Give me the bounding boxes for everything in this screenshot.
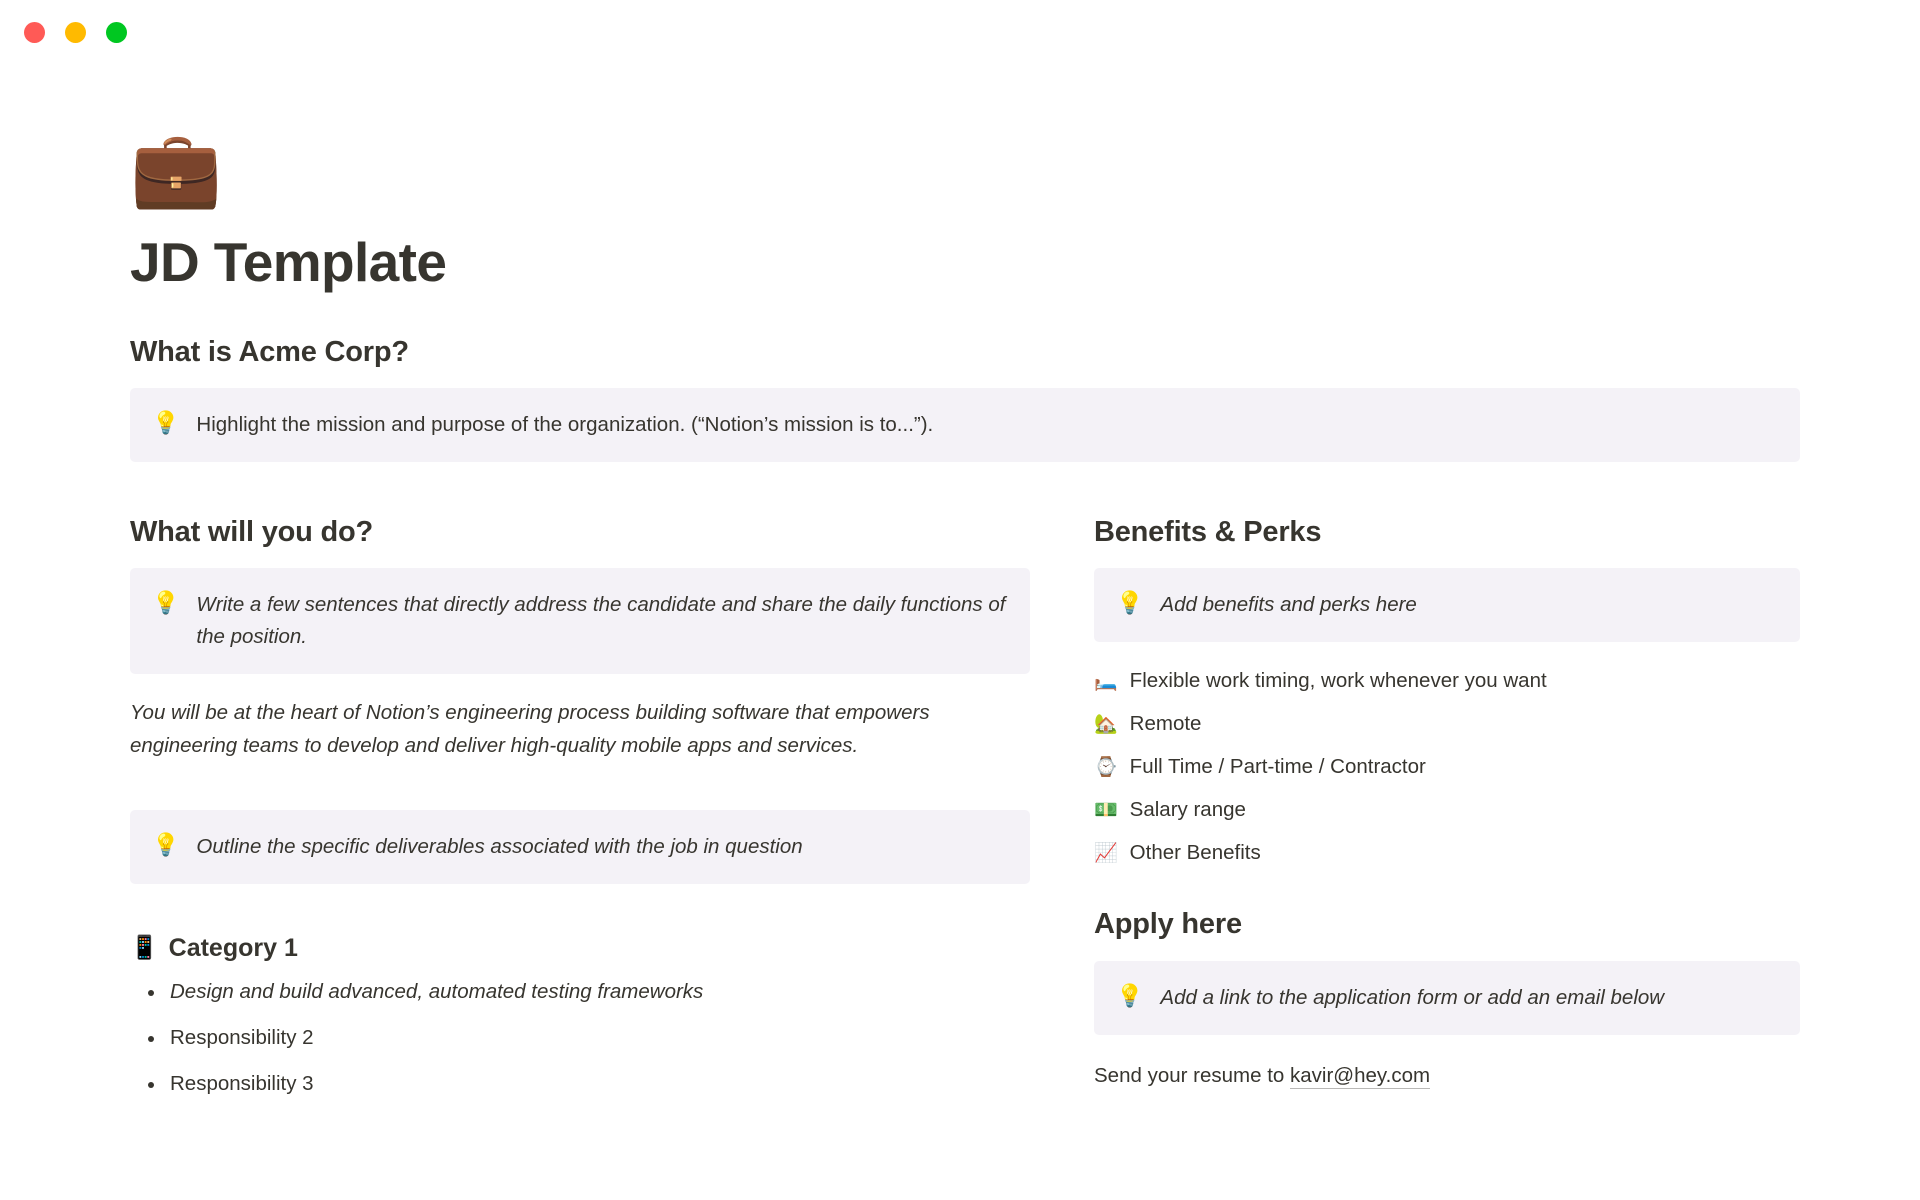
column-left xyxy=(130,514,1030,1099)
two-column-layout xyxy=(130,514,1800,1099)
heading-apply-here[interactable]: Apply here xyxy=(1094,908,1242,941)
bed-emoji: 🛏️ xyxy=(1094,670,1118,693)
benefit-label: Salary range xyxy=(1129,798,1246,822)
heading-category-1-label: Category 1 xyxy=(168,934,298,963)
minimize-window-button[interactable] xyxy=(65,22,86,43)
list-item[interactable] xyxy=(1094,666,1800,696)
maximize-window-button[interactable] xyxy=(106,22,127,43)
chart-increasing-emoji: 📈 xyxy=(1094,842,1118,865)
callout-about-mission-text: Highlight the mission and purpose of the organization. (“Notion’s mission is to...”). xyxy=(196,413,934,436)
watch-emoji: ⌚ xyxy=(1094,756,1118,779)
callout-write-sentences[interactable] xyxy=(130,568,1030,674)
close-window-button[interactable] xyxy=(24,22,45,43)
heading-what-is-acme-corp[interactable]: What is Acme Corp? xyxy=(130,335,409,368)
page-title[interactable]: JD Template xyxy=(130,231,447,293)
benefit-label: Other Benefits xyxy=(1129,841,1261,865)
house-garden-emoji: 🏡 xyxy=(1094,713,1118,736)
list-item[interactable]: Responsibility 2 xyxy=(130,1023,1030,1053)
lightbulb-icon: 💡 xyxy=(152,591,180,617)
lightbulb-icon: 💡 xyxy=(152,833,180,859)
list-item[interactable]: Responsibility 3 xyxy=(130,1069,1030,1099)
callout-deliverables[interactable] xyxy=(130,810,1030,884)
callout-deliverables-text: Outline the specific deliverables associated with the job in question xyxy=(196,835,803,859)
callout-about-mission[interactable] xyxy=(130,388,1800,462)
lightbulb-icon: 💡 xyxy=(1116,983,1144,1009)
traffic-light-group xyxy=(24,22,127,43)
heading-what-will-you-do[interactable]: What will you do? xyxy=(130,516,374,548)
callout-add-benefits-text: Add benefits and perks here xyxy=(1160,593,1417,617)
heading-category-1[interactable] xyxy=(130,932,1030,965)
list-item[interactable] xyxy=(1094,752,1800,782)
callout-apply-link[interactable] xyxy=(1094,961,1800,1035)
callout-apply-link-text: Add a link to the application form or add an email below xyxy=(1160,985,1665,1009)
paragraph-role-description[interactable]: You will be at the heart of Notion’s engineering process building software that empowers engineering teams to develop and deliver high-quality mobile apps and services. xyxy=(130,701,930,758)
column-right xyxy=(1094,514,1800,1099)
apply-contact-line xyxy=(1094,1061,1800,1091)
benefits-list xyxy=(1094,666,1800,868)
apply-email-link[interactable]: kavir@hey.com xyxy=(1290,1063,1431,1087)
document-page xyxy=(0,62,1920,1200)
briefcase-emoji[interactable]: 💼 xyxy=(130,126,223,212)
lightbulb-icon: 💡 xyxy=(1116,591,1144,617)
list-item[interactable] xyxy=(1094,838,1800,868)
apply-contact-prefix: Send your resume to xyxy=(1094,1063,1290,1087)
benefit-label: Remote xyxy=(1129,712,1202,736)
heading-benefits-and-perks[interactable]: Benefits & Perks xyxy=(1094,516,1322,548)
lightbulb-icon: 💡 xyxy=(152,411,180,436)
list-item[interactable] xyxy=(1094,709,1800,739)
benefit-label: Full Time / Part-time / Contractor xyxy=(1129,755,1426,779)
callout-write-sentences-text: Write a few sentences that directly address the candidate and share the daily functions of the position. xyxy=(196,593,1006,649)
mobile-phone-emoji: 📱 xyxy=(130,934,159,961)
callout-add-benefits[interactable] xyxy=(1094,568,1800,642)
list-item[interactable] xyxy=(1094,795,1800,825)
benefit-label: Flexible work timing, work whenever you want xyxy=(1129,669,1547,693)
window-titlebar xyxy=(0,0,1920,62)
banknote-emoji: 💵 xyxy=(1094,799,1118,822)
list-item[interactable]: Design and build advanced, automated testing frameworks xyxy=(130,977,1030,1007)
responsibility-list xyxy=(130,977,1030,1099)
